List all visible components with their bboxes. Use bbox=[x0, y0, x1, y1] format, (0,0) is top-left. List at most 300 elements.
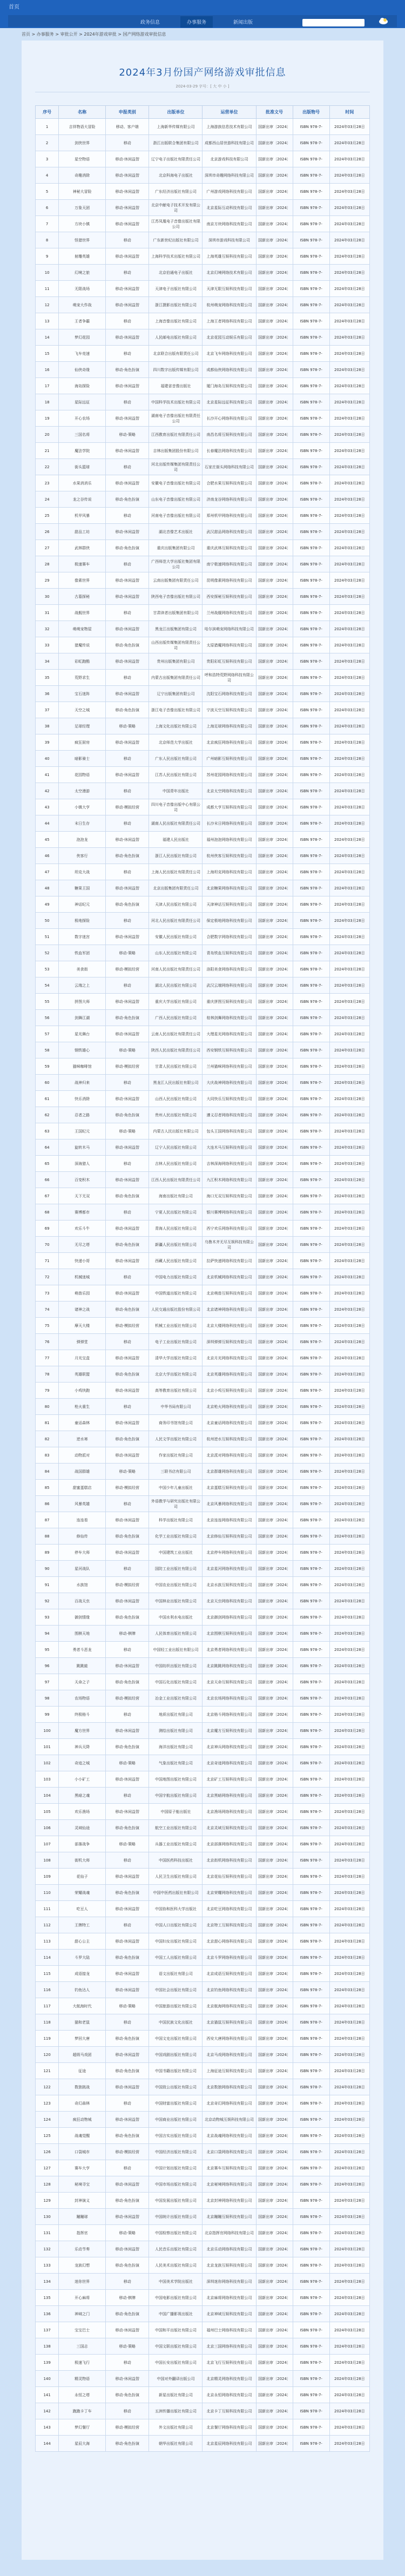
cell-publisher: 北京科海电子出版社 bbox=[149, 167, 202, 184]
cell-name: 灵域仙途 bbox=[59, 1820, 106, 1836]
cell-operator: 成都大亨互娱科技有限公司 bbox=[202, 799, 256, 815]
cell-no: 140 bbox=[36, 2371, 59, 2387]
cell-isbn: ISBN 978-7- bbox=[293, 443, 329, 459]
cell-isbn: ISBN 978-7- bbox=[293, 281, 329, 297]
cell-category: 移动 bbox=[105, 1917, 148, 1933]
cell-isbn: ISBN 978-7- bbox=[293, 2112, 329, 2128]
cell-approval-no: 国新出审〔2024〕 bbox=[256, 1172, 293, 1188]
cell-category: 移动-策略 bbox=[105, 1042, 148, 1058]
cell-isbn: ISBN 978-7- bbox=[293, 1447, 329, 1464]
cell-operator: 上海坦克网络科技有限公司 bbox=[202, 864, 256, 880]
cell-category: 移动-角色扮演 bbox=[105, 1674, 148, 1690]
cell-approval-no: 国新出审〔2024〕 bbox=[256, 1901, 293, 1917]
cell-operator: 北京飞行互娱科技有限公司 bbox=[202, 2355, 256, 2371]
cell-approval-no: 国新出审〔2024〕 bbox=[256, 686, 293, 702]
cell-name: 快递小哥 bbox=[59, 1253, 106, 1269]
cell-category: 移动-休闲益智 bbox=[105, 524, 148, 540]
header-category: 申报类别 bbox=[105, 106, 148, 119]
cell-operator: 杭州逆水互娱科技有限公司 bbox=[202, 1431, 256, 1447]
cell-date: 2024年03月28日 bbox=[329, 799, 369, 815]
cell-category: 移动-休闲益智 bbox=[105, 2079, 148, 2095]
cell-operator: 北京神域互娱科技有限公司 bbox=[202, 2306, 256, 2322]
cell-operator: 北京航海网络科技有限公司 bbox=[202, 1998, 256, 2014]
cell-no: 95 bbox=[36, 1642, 59, 1658]
cell-operator: 北京星际远征科技有限公司 bbox=[202, 394, 256, 410]
cell-date: 2024年03月28日 bbox=[329, 410, 369, 427]
table-row bbox=[36, 1966, 370, 1982]
home-link[interactable]: 首页 bbox=[9, 4, 19, 10]
cell-operator: 北京麻将网络科技有限公司 bbox=[202, 2290, 256, 2306]
cell-no: 136 bbox=[36, 2306, 59, 2322]
cell-isbn: ISBN 978-7- bbox=[293, 670, 329, 686]
cell-date: 2024年03月28日 bbox=[329, 1982, 369, 1998]
table-row bbox=[36, 1383, 370, 1399]
cell-approval-no: 国新出审〔2024〕 bbox=[256, 1820, 293, 1836]
cell-isbn: ISBN 978-7- bbox=[293, 848, 329, 864]
cell-approval-no: 国新出审〔2024〕 bbox=[256, 167, 293, 184]
cell-category: 移动-休闲益智 bbox=[105, 2047, 148, 2063]
cell-category: 移动-休闲益智 bbox=[105, 1593, 148, 1609]
cell-date: 2024年03月28日 bbox=[329, 945, 369, 961]
cell-approval-no: 国新出审〔2024〕 bbox=[256, 929, 293, 945]
cell-date: 2024年03月28日 bbox=[329, 1496, 369, 1512]
cell-publisher: 河南电子音像出版社有限公司 bbox=[149, 508, 202, 524]
cell-no: 85 bbox=[36, 1480, 59, 1496]
cell-category: 移动-角色扮演 bbox=[105, 2387, 148, 2403]
cell-publisher: 上海科学技术出版社有限公司 bbox=[149, 248, 202, 265]
cell-name: 星光舞台 bbox=[59, 1026, 106, 1042]
cell-approval-no: 国新出审〔2024〕 bbox=[256, 670, 293, 686]
cell-date: 2024年03月28日 bbox=[329, 184, 369, 200]
cell-operator: 北京天虫网络科技有限公司 bbox=[202, 1593, 256, 1609]
cell-no: 68 bbox=[36, 1204, 59, 1220]
cell-no: 48 bbox=[36, 880, 59, 896]
table-row bbox=[36, 1626, 370, 1642]
cell-no: 46 bbox=[36, 848, 59, 864]
table-row bbox=[36, 1366, 370, 1383]
cell-date: 2024年03月28日 bbox=[329, 2322, 369, 2338]
cell-no: 56 bbox=[36, 1010, 59, 1026]
cell-isbn: ISBN 978-7- bbox=[293, 1237, 329, 1253]
cell-operator: 天津无限互娱科技有限公司 bbox=[202, 281, 256, 297]
cell-operator: 南京方块网络科技有限公司 bbox=[202, 216, 256, 232]
cell-operator: 济南龙谷网络科技有限公司 bbox=[202, 491, 256, 508]
cell-date: 2024年03月28日 bbox=[329, 1172, 369, 1188]
cell-approval-no: 国新出审〔2024〕 bbox=[256, 751, 293, 767]
cell-operator: 兰州战舰网络科技有限公司 bbox=[202, 605, 256, 621]
cell-operator: 桂林剑舞网络科技有限公司 bbox=[202, 1010, 256, 1026]
table-row bbox=[36, 653, 370, 670]
cell-publisher: 电子工业出版社有限公司 bbox=[149, 1334, 202, 1350]
cell-category: 移动-休闲益智 bbox=[105, 929, 148, 945]
cell-publisher: 人民交通出版社股份有限公司 bbox=[149, 1302, 202, 1318]
cell-name: 神话纪元 bbox=[59, 896, 106, 913]
table-row bbox=[36, 2306, 370, 2322]
cell-category: 移动-休闲益智 bbox=[105, 1220, 148, 1237]
cell-no: 116 bbox=[36, 1982, 59, 1998]
cell-approval-no: 国新出审〔2024〕 bbox=[256, 1318, 293, 1334]
cell-approval-no: 国新出审〔2024〕 bbox=[256, 589, 293, 605]
cell-name: 拼图大师 bbox=[59, 994, 106, 1010]
cell-isbn: ISBN 978-7- bbox=[293, 1334, 329, 1350]
cell-isbn: ISBN 978-7- bbox=[293, 248, 329, 265]
cell-date: 2024年03月28日 bbox=[329, 2225, 369, 2241]
cell-approval-no: 国新出审〔2024〕 bbox=[256, 913, 293, 929]
cell-category: 移动 bbox=[105, 1561, 148, 1577]
cell-date: 2024年03月28日 bbox=[329, 443, 369, 459]
cell-approval-no: 国新出审〔2024〕 bbox=[256, 1852, 293, 1869]
cell-date: 2024年03月28日 bbox=[329, 1755, 369, 1771]
cell-operator: 北京精灵网络科技有限公司 bbox=[202, 2371, 256, 2387]
cell-date: 2024年03月28日 bbox=[329, 2144, 369, 2160]
cell-publisher: 广东经济出版社有限公司 bbox=[149, 184, 202, 200]
cell-approval-no: 国新出审〔2024〕 bbox=[256, 2306, 293, 2322]
cell-category: 移动 bbox=[105, 1788, 148, 1804]
cell-name: 修仙传 bbox=[59, 1528, 106, 1545]
cell-isbn: ISBN 978-7- bbox=[293, 2371, 329, 2387]
table-row bbox=[36, 945, 370, 961]
cell-category: 移动-角色扮演 bbox=[105, 1820, 148, 1836]
cell-publisher: 中国纺织出版社有限公司 bbox=[149, 1658, 202, 1674]
cell-approval-no: 国新出审〔2024〕 bbox=[256, 1091, 293, 1107]
cell-date: 2024年03月28日 bbox=[329, 2371, 369, 2387]
cell-publisher: 中国地图出版社有限公司 bbox=[149, 1771, 202, 1788]
cell-category: 移动 bbox=[105, 1204, 148, 1220]
cell-date: 2024年03月28日 bbox=[329, 1237, 369, 1253]
table-row bbox=[36, 2371, 370, 2387]
cell-approval-no: 国新出审〔2024〕 bbox=[256, 184, 293, 200]
cell-operator: 苏州花园网络科技有限公司 bbox=[202, 767, 256, 783]
cell-date: 2024年03月28日 bbox=[329, 864, 369, 880]
cell-approval-no: 国新出审〔2024〕 bbox=[256, 2419, 293, 2436]
cell-isbn: ISBN 978-7- bbox=[293, 1707, 329, 1723]
cell-category: 移动-休闲益智 bbox=[105, 880, 148, 896]
cell-date: 2024年03月28日 bbox=[329, 491, 369, 508]
cell-name: 水果消消乐 bbox=[59, 475, 106, 491]
cell-category: 移动-棋牌 bbox=[105, 1626, 148, 1642]
cell-operator: 北京赛车互娱科技有限公司 bbox=[202, 2160, 256, 2176]
table-row bbox=[36, 1642, 370, 1658]
table-row bbox=[36, 848, 370, 864]
cell-category: 移动-角色扮演 bbox=[105, 1237, 148, 1253]
cell-name: 黑暗之魂 bbox=[59, 1788, 106, 1804]
cell-date: 2024年03月28日 bbox=[329, 2241, 369, 2257]
cell-isbn: ISBN 978-7- bbox=[293, 1091, 329, 1107]
cell-no: 104 bbox=[36, 1788, 59, 1804]
cell-name: 萌萌宠物屋 bbox=[59, 621, 106, 637]
cell-isbn: ISBN 978-7- bbox=[293, 313, 329, 329]
table-row bbox=[36, 2014, 370, 2031]
cell-date: 2024年03月28日 bbox=[329, 248, 369, 265]
cell-isbn: ISBN 978-7- bbox=[293, 799, 329, 815]
cell-publisher: 陕西电子音像出版社有限公司 bbox=[149, 589, 202, 605]
table-row bbox=[36, 1836, 370, 1852]
cell-name: 街机大师 bbox=[59, 1852, 106, 1869]
cell-category: 移动-休闲益智 bbox=[105, 1285, 148, 1302]
cell-isbn: ISBN 978-7- bbox=[293, 2031, 329, 2047]
table-row bbox=[36, 1172, 370, 1188]
cell-approval-no: 国新出审〔2024〕 bbox=[256, 1869, 293, 1885]
cell-no: 143 bbox=[36, 2419, 59, 2436]
cell-publisher: 辽宁人民出版社有限公司 bbox=[149, 1139, 202, 1156]
cell-operator: 北京斗罗网络科技有限公司 bbox=[202, 1950, 256, 1966]
cell-publisher: 中国民族文化出版社 bbox=[149, 2014, 202, 2031]
cell-operator: 北京风暴网络科技有限公司 bbox=[202, 1496, 256, 1512]
cell-no: 50 bbox=[36, 913, 59, 929]
cell-category: 移动-休闲益智 bbox=[105, 621, 148, 637]
table-row bbox=[36, 1075, 370, 1091]
cell-publisher: 宁夏人民出版社有限公司 bbox=[149, 1204, 202, 1220]
cell-category: 移动-模拟经营 bbox=[105, 2144, 148, 2160]
content-panel bbox=[22, 41, 383, 2560]
cell-approval-no: 国新出审〔2024〕 bbox=[256, 1464, 293, 1480]
cell-operator: 北京勇者网络科技有限公司 bbox=[202, 1642, 256, 1658]
cell-operator: 北京神兵网络科技有限公司 bbox=[202, 1739, 256, 1755]
table-row bbox=[36, 313, 370, 329]
cell-operator: 北京诸神网络科技有限公司 bbox=[202, 1302, 256, 1318]
cell-name: 百变积木 bbox=[59, 1172, 106, 1188]
cell-category: 移动-策略 bbox=[105, 427, 148, 443]
cell-isbn: ISBN 978-7- bbox=[293, 1058, 329, 1075]
cell-publisher: 福建人民出版社 bbox=[149, 832, 202, 848]
cell-category: 移动-休闲益智 bbox=[105, 1658, 148, 1674]
cell-date: 2024年03月28日 bbox=[329, 1609, 369, 1626]
cell-operator: 重庆拼图互娱科技有限公司 bbox=[202, 994, 256, 1010]
cell-publisher: 中国致公出版社有限公司 bbox=[149, 2079, 202, 2095]
cell-date: 2024年03月28日 bbox=[329, 2112, 369, 2128]
cell-date: 2024年03月28日 bbox=[329, 524, 369, 540]
cell-date: 2024年03月28日 bbox=[329, 1334, 369, 1350]
cell-approval-no: 国新出审〔2024〕 bbox=[256, 2047, 293, 2063]
cell-approval-no: 国新出审〔2024〕 bbox=[256, 880, 293, 896]
cell-operator: 北京魔方互娱科技有限公司 bbox=[202, 1723, 256, 1739]
cell-name: 猎魔传说 bbox=[59, 637, 106, 653]
cell-isbn: ISBN 978-7- bbox=[293, 767, 329, 783]
cell-operator: 北京派对网络科技有限公司 bbox=[202, 1447, 256, 1464]
table-row bbox=[36, 427, 370, 443]
cell-date: 2024年03月28日 bbox=[329, 2306, 369, 2322]
cell-publisher: 广东新世纪出版社有限公司 bbox=[149, 232, 202, 248]
cell-date: 2024年03月28日 bbox=[329, 200, 369, 216]
cell-name: 数字迷宫 bbox=[59, 929, 106, 945]
table-row bbox=[36, 2209, 370, 2225]
cell-isbn: ISBN 978-7- bbox=[293, 2419, 329, 2436]
cell-name: 快乐消除 bbox=[59, 1091, 106, 1107]
cell-name: 天空之城 bbox=[59, 702, 106, 718]
cell-no: 37 bbox=[36, 702, 59, 718]
cell-publisher: 海洋出版社有限公司 bbox=[149, 1739, 202, 1755]
cell-date: 2024年03月28日 bbox=[329, 1075, 369, 1091]
nav-item-news[interactable]: 新闻出版 bbox=[233, 20, 253, 25]
cell-publisher: 内蒙古出版集团有限责任公司 bbox=[149, 670, 202, 686]
table-row bbox=[36, 2290, 370, 2306]
cell-category: 移动-角色扮演 bbox=[105, 540, 148, 556]
cell-name: 天下无双 bbox=[59, 1188, 106, 1204]
cell-approval-no: 国新出审〔2024〕 bbox=[256, 2112, 293, 2128]
table-row bbox=[36, 961, 370, 977]
cell-no: 118 bbox=[36, 2014, 59, 2031]
cell-no: 36 bbox=[36, 686, 59, 702]
table-row bbox=[36, 1690, 370, 1707]
cell-name: 农场物语 bbox=[59, 1690, 106, 1707]
cell-date: 2024年03月28日 bbox=[329, 556, 369, 572]
cell-no: 83 bbox=[36, 1447, 59, 1464]
cell-date: 2024年03月28日 bbox=[329, 1901, 369, 1917]
cell-no: 65 bbox=[36, 1156, 59, 1172]
cell-date: 2024年03月28日 bbox=[329, 1431, 369, 1447]
cell-name: 猫和老鼠 bbox=[59, 2014, 106, 2031]
cell-name: 连连看 bbox=[59, 1512, 106, 1528]
cell-no: 38 bbox=[36, 718, 59, 734]
breadcrumb: 首页 > 办事服务 > 审批公开 > 2024年游戏审批 > 国产网络游戏审批信息 bbox=[22, 32, 166, 37]
table-row bbox=[36, 2338, 370, 2355]
cell-operator: 北京天命互娱科技有限公司 bbox=[202, 1674, 256, 1690]
cell-date: 2024年03月28日 bbox=[329, 1593, 369, 1609]
table-row bbox=[36, 718, 370, 734]
cell-name: 停车大师 bbox=[59, 1545, 106, 1561]
cell-publisher: 中国电影出版社有限公司 bbox=[149, 2290, 202, 2306]
cell-operator: 北京渔场网络科技有限公司 bbox=[202, 1804, 256, 1820]
cell-publisher: 广东人民出版社有限公司 bbox=[149, 751, 202, 767]
cell-operator: 大庆战神网络科技有限公司 bbox=[202, 1075, 256, 1091]
cell-publisher: 安徽人民出版社有限公司 bbox=[149, 929, 202, 945]
cell-date: 2024年03月28日 bbox=[329, 2419, 369, 2436]
table-row bbox=[36, 2257, 370, 2274]
cell-no: 77 bbox=[36, 1350, 59, 1366]
cell-approval-no: 国新出审〔2024〕 bbox=[256, 1982, 293, 1998]
cell-operator: 北京月光网络科技有限公司 bbox=[202, 1350, 256, 1366]
cell-operator: 北京蹦蹦互娱科技有限公司 bbox=[202, 2209, 256, 2225]
table-row bbox=[36, 1788, 370, 1804]
table-row bbox=[36, 1334, 370, 1350]
cell-name: 糖果王国 bbox=[59, 880, 106, 896]
cell-operator: 北京英雄网络科技有限公司 bbox=[202, 1366, 256, 1383]
cell-isbn: ISBN 978-7- bbox=[293, 1480, 329, 1496]
cell-approval-no: 国新出审〔2024〕 bbox=[256, 1156, 293, 1172]
cell-operator: 北京大楼网络科技有限公司 bbox=[202, 1318, 256, 1334]
cell-isbn: ISBN 978-7- bbox=[293, 119, 329, 135]
cell-publisher: 浙江出版联合集团有限公司 bbox=[149, 135, 202, 151]
cell-no: 98 bbox=[36, 1690, 59, 1707]
cell-isbn: ISBN 978-7- bbox=[293, 751, 329, 767]
cell-operator: 西宁欢乐网络科技有限公司 bbox=[202, 1220, 256, 1237]
cell-date: 2024年03月28日 bbox=[329, 686, 369, 702]
cell-no: 54 bbox=[36, 977, 59, 994]
cell-name: 赛博都市 bbox=[59, 1204, 106, 1220]
cell-name: 幻境之旅 bbox=[59, 265, 106, 281]
cell-approval-no: 国新出审〔2024〕 bbox=[256, 1447, 293, 1464]
cell-date: 2024年03月28日 bbox=[329, 1366, 369, 1383]
cell-publisher: 航空工业出版社有限公司 bbox=[149, 1820, 202, 1836]
nav-item-services[interactable]: 办事服务 bbox=[180, 16, 213, 28]
cell-approval-no: 国新出审〔2024〕 bbox=[256, 1042, 293, 1058]
cell-operator: 北京甜心网络科技有限公司 bbox=[202, 1933, 256, 1950]
cell-category: 移动-模拟经营 bbox=[105, 1058, 148, 1075]
cell-approval-no: 国新出审〔2024〕 bbox=[256, 961, 293, 977]
cell-isbn: ISBN 978-7- bbox=[293, 297, 329, 313]
cell-operator: 遵义忍者网络科技有限公司 bbox=[202, 1107, 256, 1123]
cell-operator: 北京星河网络科技有限公司 bbox=[202, 1561, 256, 1577]
cell-approval-no: 国新出审〔2024〕 bbox=[256, 1399, 293, 1415]
cell-no: 69 bbox=[36, 1220, 59, 1237]
cell-date: 2024年03月28日 bbox=[329, 1415, 369, 1431]
cell-operator: 北京蛋糕互娱科技有限公司 bbox=[202, 1480, 256, 1496]
cell-isbn: ISBN 978-7- bbox=[293, 2014, 329, 2031]
cell-isbn: ISBN 978-7- bbox=[293, 200, 329, 216]
cell-no: 92 bbox=[36, 1593, 59, 1609]
cell-publisher: 测绘出版社有限公司 bbox=[149, 1723, 202, 1739]
cell-operator: 北京永恒网络科技有限公司 bbox=[202, 2387, 256, 2403]
cell-date: 2024年03月28日 bbox=[329, 848, 369, 864]
cell-name: 宝宝巴士 bbox=[59, 2322, 106, 2338]
cell-operator: 上海游族信息技术有限公司 bbox=[202, 119, 256, 135]
table-row bbox=[36, 491, 370, 508]
cell-isbn: ISBN 978-7- bbox=[293, 1820, 329, 1836]
cell-date: 2024年03月28日 bbox=[329, 2274, 369, 2290]
cell-name: 萌兽乐园 bbox=[59, 1285, 106, 1302]
cell-isbn: ISBN 978-7- bbox=[293, 702, 329, 718]
cell-approval-no: 国新出审〔2024〕 bbox=[256, 896, 293, 913]
cell-name: 欢乐斗牛 bbox=[59, 1220, 106, 1237]
cell-no: 71 bbox=[36, 1253, 59, 1269]
cell-category: 移动 bbox=[105, 2160, 148, 2176]
table-header-row bbox=[36, 106, 370, 119]
cell-date: 2024年03月28日 bbox=[329, 1836, 369, 1852]
table-row bbox=[36, 605, 370, 621]
cell-isbn: ISBN 978-7- bbox=[293, 880, 329, 896]
cell-isbn: ISBN 978-7- bbox=[293, 1285, 329, 1302]
cell-operator: 贵阳彩虹互娱科技有限公司 bbox=[202, 653, 256, 670]
cell-publisher: 甘肃人民出版社有限公司 bbox=[149, 1058, 202, 1075]
cell-name: 蹦蹦球 bbox=[59, 2209, 106, 2225]
table-row bbox=[36, 1269, 370, 1285]
cell-isbn: ISBN 978-7- bbox=[293, 686, 329, 702]
cell-name: 逆水寒 bbox=[59, 1431, 106, 1447]
cell-category: 移动-休闲益智 bbox=[105, 2241, 148, 2257]
table-row bbox=[36, 2322, 370, 2338]
cell-no: 2 bbox=[36, 135, 59, 151]
cell-publisher: 云南人民出版社有限责任公司 bbox=[149, 1026, 202, 1042]
search-input[interactable] bbox=[302, 19, 364, 26]
cell-approval-no: 国新出审〔2024〕 bbox=[256, 1366, 293, 1383]
cell-isbn: ISBN 978-7- bbox=[293, 1383, 329, 1399]
table-row bbox=[36, 232, 370, 248]
table-row bbox=[36, 929, 370, 945]
cell-no: 62 bbox=[36, 1107, 59, 1123]
cell-operator: 拉萨快递网络科技有限公司 bbox=[202, 1253, 256, 1269]
cell-date: 2024年03月28日 bbox=[329, 1771, 369, 1788]
cell-approval-no: 国新出审〔2024〕 bbox=[256, 443, 293, 459]
cell-operator: 北京星际互动科技有限公司 bbox=[202, 200, 256, 216]
cell-name: 龙族幻想 bbox=[59, 2257, 106, 2274]
table-row bbox=[36, 119, 370, 135]
table-row bbox=[36, 751, 370, 767]
cell-approval-no: 国新出审〔2024〕 bbox=[256, 1269, 293, 1285]
table-row bbox=[36, 1593, 370, 1609]
cell-publisher: 湖北人民出版社有限公司 bbox=[149, 977, 202, 994]
cell-isbn: ISBN 978-7- bbox=[293, 2322, 329, 2338]
cell-category: 移动-策略 bbox=[105, 718, 148, 734]
cell-publisher: 天津人民出版社有限公司 bbox=[149, 896, 202, 913]
cell-approval-no: 国新出审〔2024〕 bbox=[256, 1707, 293, 1723]
cell-name: 诸神之战 bbox=[59, 1302, 106, 1318]
cell-no: 111 bbox=[36, 1901, 59, 1917]
cell-no: 29 bbox=[36, 572, 59, 589]
table-row bbox=[36, 1026, 370, 1042]
nav-item-government-info[interactable]: 政务信息 bbox=[140, 20, 160, 25]
cell-approval-no: 国新出审〔2024〕 bbox=[256, 1350, 293, 1366]
cell-name: 星河战队 bbox=[59, 1561, 106, 1577]
